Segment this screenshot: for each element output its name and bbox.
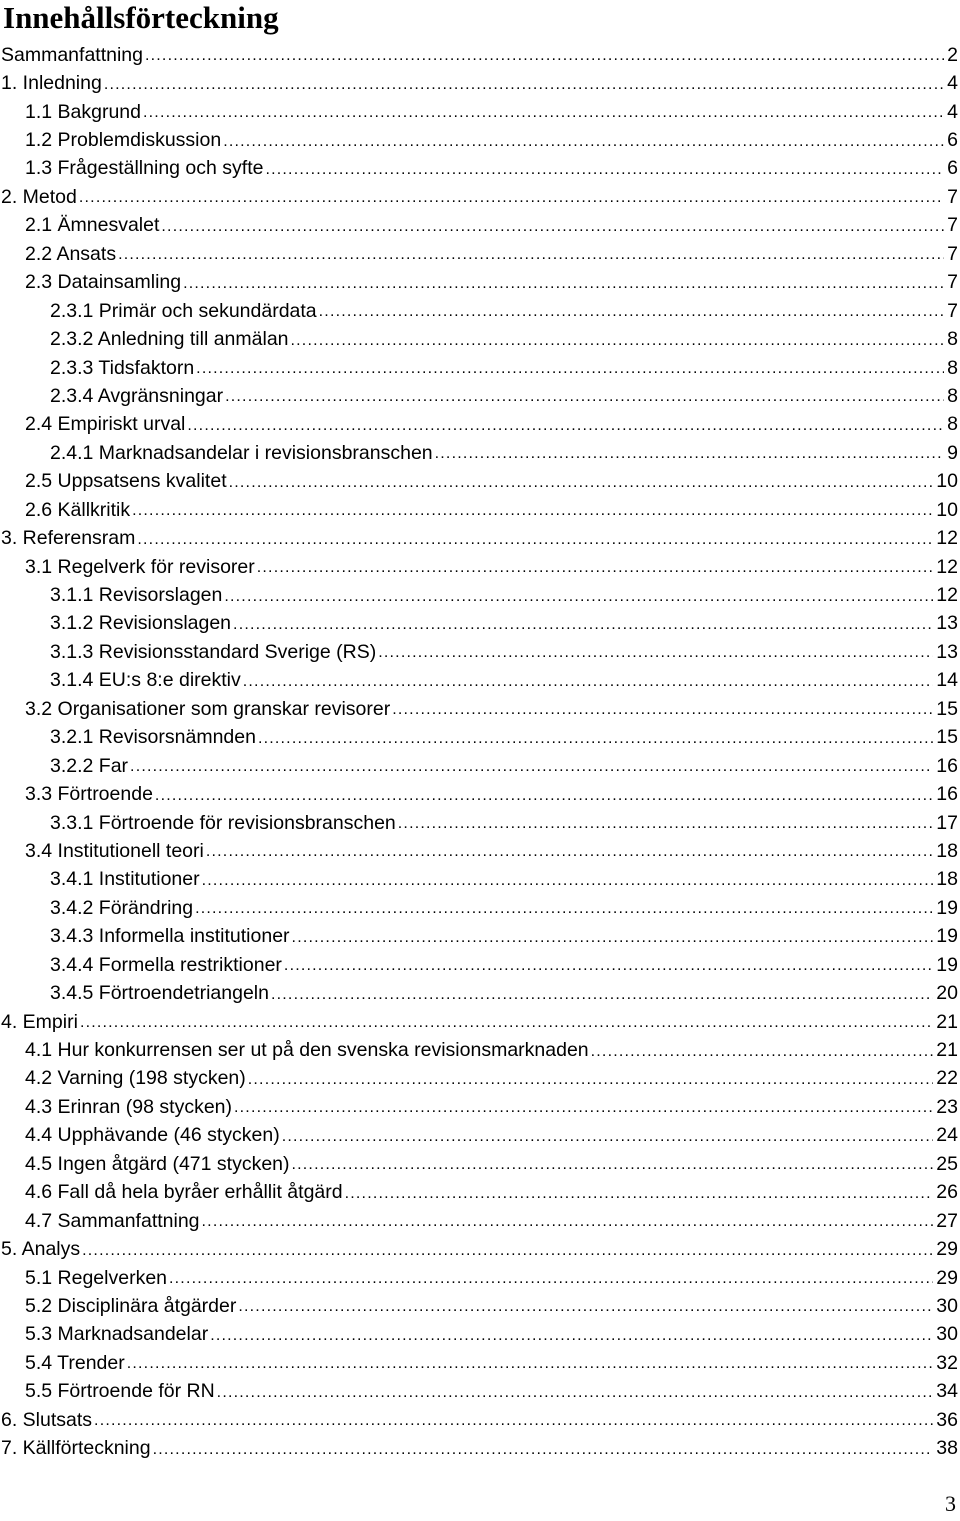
toc-entry-label: 2.3.2 Anledning till anmälan [50, 328, 289, 351]
toc-entry-page: 29 [936, 1266, 958, 1289]
toc-entry-label: 7. Källförteckning [1, 1437, 151, 1460]
toc-entry-page: 6 [947, 129, 958, 152]
toc-entry[interactable] [0, 1122, 960, 1150]
dot-leader [243, 674, 934, 696]
toc-entry[interactable] [0, 98, 960, 126]
dot-leader [291, 333, 945, 355]
dot-leader [284, 958, 933, 980]
toc-entry-label: 5.2 Disciplinära åtgärder [25, 1294, 237, 1317]
toc-entry-label: 4. Empiri [1, 1010, 78, 1033]
toc-entry[interactable] [0, 979, 960, 1007]
dot-leader [155, 788, 933, 810]
toc-entry-page: 12 [936, 527, 958, 550]
toc-entry-page: 22 [936, 1067, 958, 1090]
dot-leader [118, 247, 944, 269]
toc-entry-page: 7 [947, 242, 958, 265]
toc-entry-page: 29 [936, 1238, 958, 1261]
toc-entry-label: 3.4.2 Förändring [50, 896, 194, 919]
toc-entry[interactable] [0, 240, 960, 268]
dot-leader [206, 844, 933, 866]
toc-entry[interactable] [0, 1378, 960, 1406]
toc-entry-page: 24 [936, 1124, 958, 1147]
dot-leader [202, 873, 934, 895]
dot-leader [435, 446, 945, 468]
toc-entry[interactable] [0, 1292, 960, 1320]
dot-leader [153, 1442, 934, 1464]
toc-entry-label: 2.3 Datainsamling [25, 271, 182, 294]
toc-entry[interactable] [0, 752, 960, 780]
toc-entry[interactable] [0, 439, 960, 467]
toc-entry-page: 26 [936, 1181, 958, 1204]
page-title: Innehållsförteckning [3, 0, 279, 35]
toc-entry-label: 4.1 Hur konkurrensen ser ut på den svenska revisionsmarknaden [25, 1039, 589, 1062]
toc-entry-page: 15 [936, 697, 958, 720]
toc-entry[interactable] [0, 667, 960, 695]
toc-entry-label: 1.3 Frågeställning och syfte [25, 157, 264, 180]
dot-leader [225, 389, 944, 411]
toc-entry-page: 8 [947, 356, 958, 379]
toc-entry[interactable] [0, 923, 960, 951]
dot-leader [183, 276, 944, 298]
toc-entry-label: 5.4 Trender [25, 1351, 125, 1374]
toc-entry[interactable] [0, 695, 960, 723]
toc-entry-label: 2.1 Ämnesvalet [25, 214, 160, 237]
toc-entry[interactable] [0, 1179, 960, 1207]
toc-entry-page: 19 [936, 925, 958, 948]
toc-entry-label: 3.1.4 EU:s 8:e direktiv [50, 669, 241, 692]
toc-entry-page: 4 [947, 100, 958, 123]
toc-entry-page: 25 [936, 1152, 958, 1175]
toc-entry[interactable] [0, 1036, 960, 1064]
dot-leader [145, 48, 944, 70]
toc-entry[interactable] [0, 524, 960, 552]
dot-leader [234, 1100, 933, 1122]
toc-entry-label: 3.1.3 Revisionsstandard Sverige (RS) [50, 640, 377, 663]
dot-leader [80, 1015, 933, 1037]
dot-leader [104, 77, 944, 99]
dot-leader [229, 475, 934, 497]
dot-leader [79, 190, 944, 212]
toc-entry-page: 20 [936, 982, 958, 1005]
toc-entry-label: 4.2 Varning (198 stycken) [25, 1067, 246, 1090]
toc-entry[interactable] [0, 496, 960, 524]
toc-entry[interactable] [0, 41, 960, 69]
toc-entry[interactable] [0, 468, 960, 496]
toc-entry-page: 18 [936, 868, 958, 891]
toc-entry[interactable] [0, 212, 960, 240]
toc-entry[interactable] [0, 354, 960, 382]
toc-entry-page: 36 [936, 1408, 958, 1431]
toc-entry[interactable] [0, 1008, 960, 1036]
toc-entry-page: 8 [947, 384, 958, 407]
toc-entry-page: 10 [936, 498, 958, 521]
toc-entry-page: 13 [936, 612, 958, 635]
dot-leader [282, 1129, 934, 1151]
toc-entry-page: 7 [947, 185, 958, 208]
toc-entry-page: 10 [936, 470, 958, 493]
toc-entry-page: 4 [947, 72, 958, 95]
toc-entry[interactable] [0, 325, 960, 353]
toc-entry[interactable] [0, 780, 960, 808]
dot-leader [187, 418, 944, 440]
toc-entry-page: 30 [936, 1323, 958, 1346]
toc-entry-label: Sammanfattning [1, 43, 143, 66]
toc-entry[interactable] [0, 1406, 960, 1434]
toc-entry-label: 3.2.2 Far [50, 754, 129, 777]
dot-leader [319, 304, 944, 326]
toc-entry[interactable] [0, 809, 960, 837]
dot-leader [130, 759, 933, 781]
toc-entry-page: 9 [947, 441, 958, 464]
toc-entry-page: 34 [936, 1380, 958, 1403]
dot-leader [210, 1328, 933, 1350]
toc-entry[interactable] [0, 1150, 960, 1178]
toc-entry-label: 5.5 Förtroende för RN [25, 1380, 215, 1403]
toc-entry-label: 1. Inledning [1, 72, 102, 95]
dot-leader [223, 134, 944, 156]
toc-entry-label: 4.5 Ingen åtgärd (471 stycken) [25, 1152, 290, 1175]
toc-entry-label: 2.2 Ansats [25, 242, 117, 265]
dot-leader [265, 162, 944, 184]
toc-entry-label: 5.1 Regelverken [25, 1266, 168, 1289]
toc-entry[interactable] [0, 1349, 960, 1377]
toc-entry-page: 12 [936, 584, 958, 607]
toc-entry-page: 21 [936, 1010, 958, 1033]
toc-entry-label: 2.4.1 Marknadsandelar i revisionsbranschen [50, 441, 433, 464]
toc-entry[interactable] [0, 1207, 960, 1235]
toc-entry-label: 4.3 Erinran (98 stycken) [25, 1095, 233, 1118]
dot-leader [132, 503, 933, 525]
toc-entry-page: 8 [947, 413, 958, 436]
toc-entry-page: 32 [936, 1351, 958, 1374]
dot-leader [196, 361, 944, 383]
dot-leader [292, 1157, 934, 1179]
toc-entry[interactable] [0, 610, 960, 638]
dot-leader [233, 617, 933, 639]
toc-entry-label: 1.2 Problemdiskussion [25, 129, 222, 152]
toc-entry-page: 6 [947, 157, 958, 180]
dot-leader [258, 731, 933, 753]
toc-entry[interactable] [0, 951, 960, 979]
toc-entry-label: 3.2.1 Revisorsnämnden [50, 726, 256, 749]
dot-leader [398, 816, 934, 838]
toc-entry-page: 18 [936, 839, 958, 862]
toc-entry-label: 3.4.3 Informella institutioner [50, 925, 290, 948]
dot-leader [143, 105, 944, 127]
toc-entry[interactable] [0, 1264, 960, 1292]
toc-entry[interactable] [0, 638, 960, 666]
toc-entry-label: 5. Analys [1, 1238, 81, 1261]
toc-entry-page: 21 [936, 1039, 958, 1062]
toc-entry-label: 2.3.4 Avgränsningar [50, 384, 224, 407]
toc-entry-page: 14 [936, 669, 958, 692]
toc-entry[interactable] [0, 155, 960, 183]
toc-entry-label: 3.4.4 Formella restriktioner [50, 953, 282, 976]
toc-entry[interactable] [0, 1434, 960, 1462]
toc-entry-page: 7 [947, 214, 958, 237]
toc-entry[interactable] [0, 1065, 960, 1093]
toc-entry-page: 27 [936, 1209, 958, 1232]
toc-entry-page: 23 [936, 1095, 958, 1118]
toc-entry-label: 3. Referensram [1, 527, 136, 550]
dot-leader [82, 1243, 933, 1265]
toc-entry-label: 2.4 Empiriskt urval [25, 413, 186, 436]
toc-entry-label: 1.1 Bakgrund [25, 100, 142, 123]
toc-entry-page: 16 [936, 754, 958, 777]
toc-entry-label: 2.5 Uppsatsens kvalitet [25, 470, 227, 493]
toc-entry-label: 2.6 Källkritik [25, 498, 131, 521]
dot-leader [292, 930, 934, 952]
dot-leader [202, 1214, 934, 1236]
toc-entry-label: 2.3.3 Tidsfaktorn [50, 356, 195, 379]
toc-entry[interactable] [0, 69, 960, 97]
toc-entry[interactable] [0, 837, 960, 865]
toc-entry[interactable] [0, 183, 960, 211]
toc-entry[interactable] [0, 382, 960, 410]
toc-entry-label: 3.2 Organisationer som granskar revisorer [25, 697, 391, 720]
dot-leader [224, 589, 933, 611]
toc-entry-label: 3.3 Förtroende [25, 783, 153, 806]
toc-entry-label: 3.4.1 Institutioner [50, 868, 200, 891]
toc-entry[interactable] [0, 894, 960, 922]
toc-entry-label: 6. Slutsats [1, 1408, 93, 1431]
toc-entry-label: 3.1 Regelverk för revisorer [25, 555, 255, 578]
toc-entry-page: 38 [936, 1437, 958, 1460]
toc-entry-page: 16 [936, 783, 958, 806]
dot-leader [591, 1044, 934, 1066]
toc-entry[interactable] [0, 126, 960, 154]
toc-entry-label: 3.4 Institutionell teori [25, 839, 204, 862]
table-of-contents [0, 41, 960, 1463]
dot-leader [137, 532, 933, 554]
toc-entry-label: 4.6 Fall då hela byråer erhållit åtgärd [25, 1181, 343, 1204]
dot-leader [257, 560, 934, 582]
toc-entry-page: 8 [947, 328, 958, 351]
toc-entry-label: 2.3.1 Primär och sekundärdata [50, 299, 317, 322]
toc-entry-label: 2. Metod [1, 185, 77, 208]
toc-entry-page: 7 [947, 299, 958, 322]
toc-entry-page: 7 [947, 271, 958, 294]
dot-leader [345, 1186, 934, 1208]
dot-leader [94, 1413, 933, 1435]
toc-entry-label: 3.3.1 Förtroende för revisionsbranschen [50, 811, 396, 834]
toc-entry-page: 13 [936, 640, 958, 663]
toc-entry-label: 4.7 Sammanfattning [25, 1209, 200, 1232]
dot-leader [169, 1271, 933, 1293]
toc-entry[interactable] [0, 581, 960, 609]
toc-entry[interactable] [0, 553, 960, 581]
dot-leader [238, 1299, 933, 1321]
dot-leader [248, 1072, 934, 1094]
toc-entry-label: 3.4.5 Förtroendetriangeln [50, 982, 269, 1005]
dot-leader [127, 1356, 934, 1378]
dot-leader [271, 987, 933, 1009]
toc-entry-page: 19 [936, 896, 958, 919]
toc-entry-label: 3.1.1 Revisorslagen [50, 584, 223, 607]
toc-entry-page: 2 [947, 43, 958, 66]
page-number: 3 [945, 1491, 956, 1516]
toc-entry[interactable] [0, 411, 960, 439]
toc-entry-page: 12 [936, 555, 958, 578]
toc-entry-label: 4.4 Upphävande (46 stycken) [25, 1124, 280, 1147]
toc-entry-page: 15 [936, 726, 958, 749]
toc-entry-label: 5.3 Marknadsandelar [25, 1323, 209, 1346]
toc-entry-page: 19 [936, 953, 958, 976]
toc-entry-label: 3.1.2 Revisionslagen [50, 612, 232, 635]
toc-entry[interactable] [0, 297, 960, 325]
dot-leader [161, 219, 944, 241]
dot-leader [378, 645, 933, 667]
toc-entry[interactable] [0, 1093, 960, 1121]
toc-entry[interactable] [0, 1235, 960, 1263]
toc-entry-page: 30 [936, 1294, 958, 1317]
dot-leader [195, 901, 933, 923]
toc-entry[interactable] [0, 724, 960, 752]
toc-entry[interactable] [0, 269, 960, 297]
toc-entry[interactable] [0, 1321, 960, 1349]
toc-entry-page: 17 [936, 811, 958, 834]
toc-entry[interactable] [0, 866, 960, 894]
dot-leader [392, 702, 933, 724]
dot-leader [217, 1385, 934, 1407]
